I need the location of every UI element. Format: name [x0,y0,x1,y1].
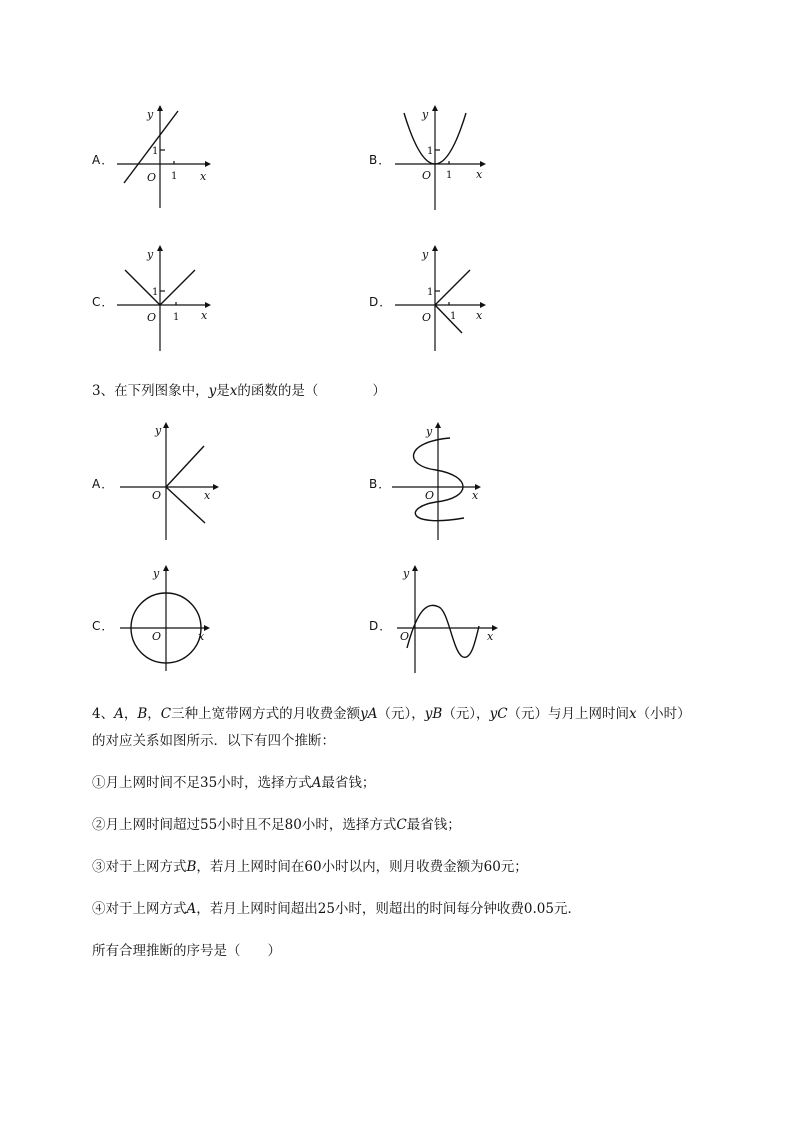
q4-number: 4、 [92,706,115,722]
origin-label: O [422,311,432,324]
var: A [186,901,197,917]
var-yb: yB [424,706,443,722]
origin-label: O [147,311,157,324]
q4-statement-3 [92,857,528,877]
y-label: y [422,108,429,121]
sep: ， [147,706,161,722]
q2-option-d-label: D． [369,295,393,309]
q3-var-x: x [229,383,238,399]
q3-option-d-label: D． [369,619,393,633]
x-unit-label: 1 [171,171,178,182]
text: 最省钱； [406,817,461,833]
x-label: x [476,168,483,181]
q2-option-d-graph [390,243,490,353]
q3-text-a: 在下列图象中， [114,383,209,399]
text: ，若月上网时间超出25小时，则超出的时间每分钟收费0.05元． [196,901,581,917]
text: ②月上网时间超过55小时且不足80小时，选择方式 [92,817,397,833]
q3-option-d-graph [397,563,507,678]
q4-question: 所有合理推断的序号是（ ） [92,943,281,959]
q3-text-b: 是 [216,383,230,399]
q2-option-b-label: B． [369,153,392,167]
x-label: x [204,489,211,502]
origin-label: O [147,171,157,184]
origin-label: O [152,489,162,502]
sep: ， [123,706,138,722]
text: （小时） [636,706,691,722]
q3-var-y: y [208,383,217,399]
q3-option-a-label: A． [92,477,115,491]
text: （元）， [442,706,490,722]
q4-stem-line1 [92,704,691,724]
q4-statement-4 [92,899,581,919]
ray-down [166,487,205,523]
q2-option-c-graph [115,243,215,353]
q3-option-b-graph [392,420,502,545]
q4-stem-line2: 的对应关系如图所示．以下有四个推断： [92,733,335,749]
origin-label: O [400,630,410,643]
text: （元）， [377,706,425,722]
y-label: y [403,567,410,580]
piecewise-curve [435,270,470,333]
y-unit-label: 1 [427,287,434,298]
y-label: y [422,248,429,261]
var-c: C [160,706,172,722]
text: 最省钱； [321,775,376,791]
y-label: y [153,567,160,580]
y-axis-arrow [157,105,163,111]
q2-option-c-label: C． [92,295,115,309]
var: C [396,817,407,833]
var-x: x [629,706,637,722]
x-label: x [472,489,479,502]
var: B [186,859,197,875]
text: ④对于上网方式 [92,901,187,917]
y-unit-label: 1 [427,146,434,157]
origin-label: O [425,489,435,502]
y-label: y [147,248,154,261]
text: ①月上网时间不足35小时，选择方式 [92,775,312,791]
x-label: x [200,170,207,183]
y-label: y [426,425,433,438]
q3-option-b-label: B． [369,477,392,491]
var-yc: yC [489,706,508,722]
q3-stem [92,381,386,401]
y-unit-label: 1 [152,146,159,157]
s-curve [414,438,464,521]
text: ，若月上网时间在60小时以内，则月收费金额为60元； [196,859,528,875]
q3-number: 3、 [92,383,115,399]
x-label: x [476,309,483,322]
var: A [311,775,322,791]
wave-curve [407,605,479,657]
origin-label: O [422,169,432,182]
q3-option-c-label: C． [92,619,115,633]
x-label: x [201,309,208,322]
y-unit-label: 1 [152,287,159,298]
q2-option-a-label: A． [92,153,115,167]
q3-text-c: 的函数的是（ ） [237,383,386,399]
y-label: y [147,108,154,121]
text: ③对于上网方式 [92,859,187,875]
x-unit-label: 1 [450,311,457,322]
x-unit-label: 1 [446,170,453,181]
q4-statement-1 [92,773,375,793]
x-label: x [487,630,494,643]
q3-option-c-graph [118,563,228,678]
y-label: y [155,424,162,437]
text: 三种上宽带网方式的月收费金额 [171,706,361,722]
q2-option-b-graph [390,103,490,213]
q3-option-a-graph [118,420,228,545]
var-a: A [114,706,124,722]
text: （元）与月上网时间 [507,706,630,722]
q2-option-a-graph [115,103,215,213]
x-unit-label: 1 [173,312,180,323]
origin-label: O [152,630,162,643]
q4-statement-2 [92,815,461,835]
x-axis-arrow [205,161,211,167]
ray-up [166,446,204,487]
var-b: B [137,706,148,722]
var-ya: yA [360,706,378,722]
x-label: x [198,630,205,643]
